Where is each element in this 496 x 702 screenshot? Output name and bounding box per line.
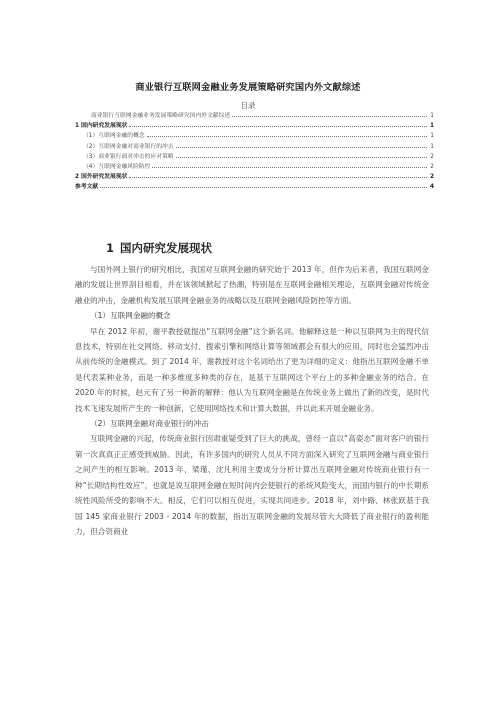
body-paragraph: 与国外网上银行的研究相比，我国对互联网金融的研究始于 2013 年，但作为后来者，我国互联网金融的发展让世界刮目相看，并在该领域掀起了热潮，特别是在互联网金融相关理论，互联网金融对传统金融业的冲击，金融机构发展互联网金融业务的战略以及互联网金融风险防控等方面。	[75, 265, 429, 305]
toc-leader	[176, 157, 427, 158]
toc-leader	[129, 177, 427, 178]
toc-entry-page: 4	[429, 184, 434, 191]
toc-entry-label: （4）互联网金融风险防控	[83, 163, 151, 170]
toc-entry-label: 参考文献	[75, 184, 99, 191]
body-paragraph: 早在 2012 年初，谢平教授就提出“互联网金融”这个新名词。他解释这是一种以互联网为主的现代信息技术，特别在社交网络、移动支付、搜索引擎和网络计算等领域都会有很大的应用，同时也会猛烈冲击从前传统的金融模式。到了 2014 年，谢教授对这个名词给出了更为详细的定义：他指出互联网金融不单是代表某种业务，而是一种多维度多种类的存在，是基于互联网这个平台上的多种金融业务的结合。在 2020 年的时候，赵元有了另一种新的解释：他认为互联网金融是在传统业务上做出了新的改变，是时代技术飞速发展所产生的一种创新，它使用网络技术和计算大数据，并以此来开展金融业务。	[75, 326, 429, 413]
section-body	[75, 262, 429, 539]
subsection-heading: （2）互联网金融对商业银行的冲击	[90, 419, 209, 429]
toc-entry[interactable]	[75, 152, 434, 162]
toc-entry-label: （1）互联网金融的概念	[83, 133, 145, 140]
toc-entry-page: 2	[429, 174, 434, 181]
toc-leader	[232, 116, 427, 117]
toc-entry-label: 1 国内研究发展现状	[75, 123, 128, 130]
toc-entry[interactable]	[75, 131, 434, 141]
toc-entry-page: 1	[430, 143, 434, 150]
section-heading	[106, 240, 212, 256]
toc-entry[interactable]	[75, 162, 434, 172]
toc-leader	[129, 126, 427, 127]
toc-entry[interactable]	[75, 172, 434, 182]
toc-entry[interactable]	[75, 121, 434, 131]
section-number: 1	[106, 241, 115, 255]
toc-entry-label: （2）互联网金融对商业银行的冲击	[83, 143, 174, 150]
table-of-contents	[75, 111, 434, 193]
toc-leader	[152, 167, 427, 168]
toc-entry-page: 1	[429, 123, 434, 130]
toc-entry-label: （3）商业银行面对冲击的应对策略	[83, 153, 174, 160]
toc-entry-page: 2	[430, 153, 434, 160]
toc-entry-page: 1	[430, 113, 434, 119]
toc-entry[interactable]	[75, 182, 434, 192]
toc-entry-page: 2	[430, 163, 434, 170]
document-title: 商业银行互联网金融业务发展策略研究国内外文献综述	[135, 82, 361, 93]
subsection-heading: （1）互联网金融的概念	[90, 311, 171, 321]
toc-leader	[176, 147, 427, 148]
toc-entry-label: 2 国外研究发展现状	[75, 174, 128, 181]
toc-entry-label: 商业银行互联网金融业务发展策略研究国内外文献综述	[91, 113, 231, 119]
body-paragraph: 互联网金融的兴起，传统商业银行因肃重疑受到了巨大的挑战，曾经一直以“高姿态”面对客户的银行第一次真真正正感受到威胁。因此，有许多国内的研究人员从不同方面深入研究了互联网金融与商业银行之间产生的相互影响。2013 年，梁瑾、沈凡利用主要成分分析计算出互联网金融对传统商业银行有一种“长期结构性效应”，也就是说互联网金融在短时间内会使银行的系统风险变大，而国内银行的中长期系统性风险所受的影响不大。相反，它们可以相互促进，实现共同进步。2018 年，刘中路、林张跃基于我国 145 家商业银行 2003 - 2014 年的数据，指出互联网金融的发展尽管大大降低了商业银行的盈利能力，但合资商业	[75, 434, 429, 536]
toc-entry[interactable]	[75, 111, 434, 121]
toc-entry-page: 1	[430, 133, 434, 140]
section-title: 国内研究发展现状	[120, 241, 213, 255]
toc-heading: 目录	[240, 101, 256, 110]
toc-entry[interactable]	[75, 142, 434, 152]
toc-leader	[100, 187, 427, 188]
toc-leader	[147, 136, 427, 137]
